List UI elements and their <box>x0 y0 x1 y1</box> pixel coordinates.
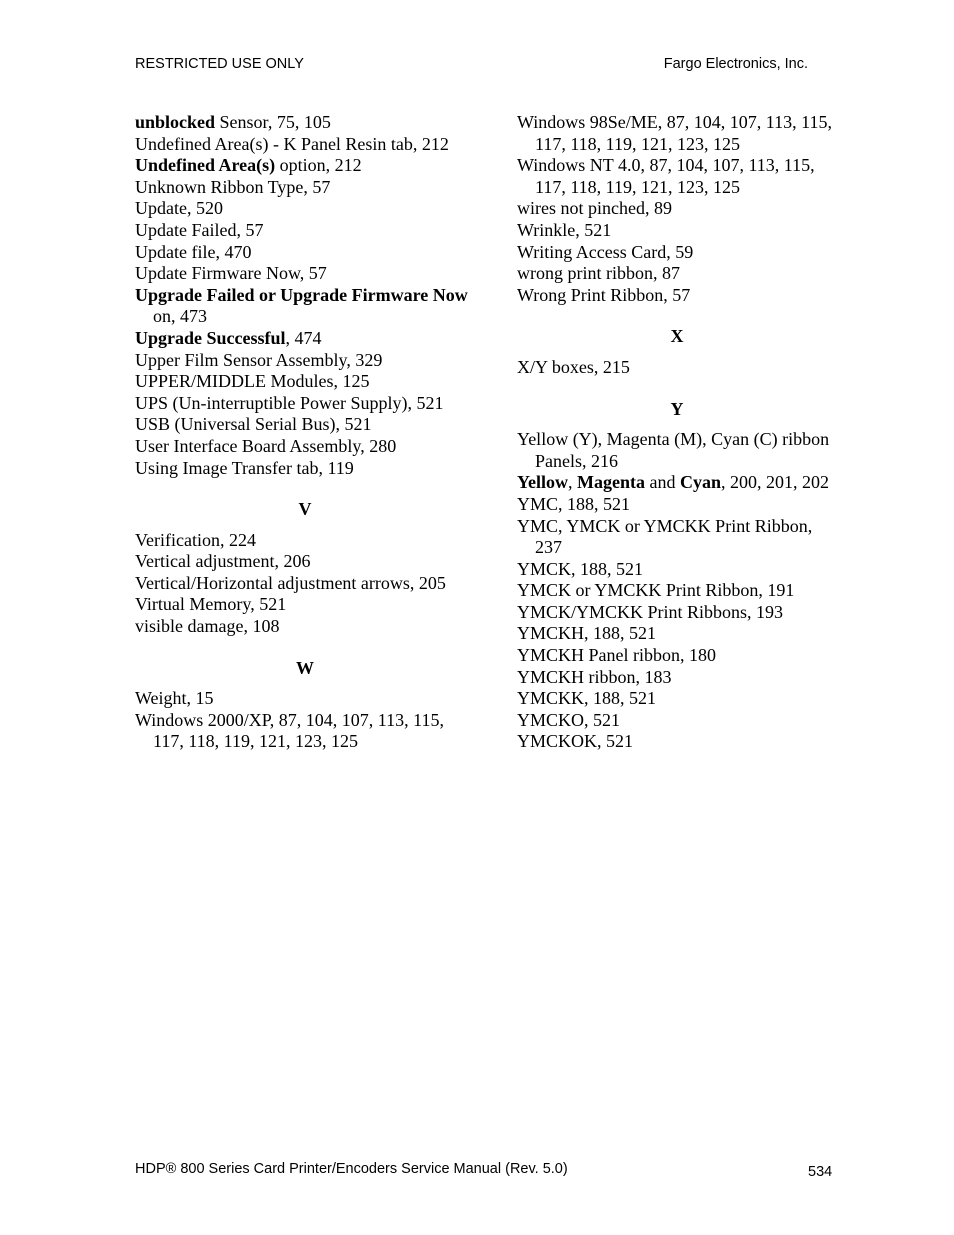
index-entry: YMCKH ribbon, 183 <box>517 666 672 687</box>
index-entry: Update Firmware Now, 57 <box>135 263 327 284</box>
index-entry: Windows 2000/XP, 87, 104, 107, 113, 115, 117, 118, 119, 121, 123, 125 <box>135 709 444 752</box>
index-section-x <box>517 357 837 379</box>
index-entry: visible damage, 108 <box>135 616 280 637</box>
header-restricted-notice: RESTRICTED USE ONLY <box>135 56 304 72</box>
index-letter-heading-x: X <box>670 326 684 347</box>
index-letter-heading-y: Y <box>670 398 684 419</box>
index-entry: Undefined Area(s) - K Panel Resin tab, 212 <box>135 133 449 154</box>
index-entry: YMC, YMCK or YMCKK Print Ribbon, 237 <box>517 515 813 558</box>
index-entry: unblocked Sensor, 75, 105 <box>135 112 331 132</box>
index-entry: YMCKH, 188, 521 <box>517 623 657 644</box>
index-entry: Windows 98Se/ME, 87, 104, 107, 113, 115, 117, 118, 119, 121, 123, 125 <box>517 112 832 154</box>
index-entry: Upgrade Successful, 474 <box>135 327 322 348</box>
index-entry: User Interface Board Assembly, 280 <box>135 435 397 456</box>
index-entry: Upper Film Sensor Assembly, 329 <box>135 349 383 370</box>
index-entry: USB (Universal Serial Bus), 521 <box>135 414 372 435</box>
index-entry: YMCK/YMCKK Print Ribbons, 193 <box>517 601 784 622</box>
index-entry: YMCK or YMCKK Print Ribbon, 191 <box>517 580 795 601</box>
index-section-u <box>135 112 475 479</box>
index-entry: Weight, 15 <box>135 688 214 709</box>
index-entry: Upgrade Failed or Upgrade Firmware Now on, 473 <box>135 284 468 327</box>
index-entry: Vertical/Horizontal adjustment arrows, 205 <box>135 572 446 593</box>
index-entry: wrong print ribbon, 87 <box>517 263 680 284</box>
index-entry: Yellow, Magenta and Cyan, 200, 201, 202 <box>517 472 829 493</box>
index-section-v <box>135 530 475 638</box>
index-entry: wires not pinched, 89 <box>517 198 672 219</box>
index-entry: Verification, 224 <box>135 529 256 550</box>
index-entry: Writing Access Card, 59 <box>517 241 694 262</box>
index-section-w <box>135 688 475 753</box>
index-column-right <box>517 112 837 753</box>
index-entry: X/Y boxes, 215 <box>517 356 630 377</box>
index-entry: UPS (Un-interruptible Power Supply), 521 <box>135 392 444 413</box>
index-entry: Yellow (Y), Magenta (M), Cyan (C) ribbon Panels, 216 <box>517 429 830 471</box>
index-entry: YMCKOK, 521 <box>517 731 634 752</box>
index-letter-heading-w: W <box>296 657 314 678</box>
index-entry: Update Failed, 57 <box>135 219 264 240</box>
index-entry: Wrinkle, 521 <box>517 219 612 240</box>
footer-manual-title: HDP® 800 Series Card Printer/Encoders Service Manual (Rev. 5.0) <box>135 1161 568 1177</box>
index-entry: Wrong Print Ribbon, 57 <box>517 284 691 305</box>
index-letter-heading-v: V <box>298 499 312 520</box>
index-entry: Virtual Memory, 521 <box>135 594 287 615</box>
index-entry: Unknown Ribbon Type, 57 <box>135 176 331 197</box>
index-section-w-continued <box>517 112 837 306</box>
index-column-left <box>135 112 475 753</box>
index-entry: YMCKK, 188, 521 <box>517 688 657 709</box>
index-entry: Update file, 470 <box>135 241 252 262</box>
index-entry: Vertical adjustment, 206 <box>135 551 311 572</box>
index-entry: YMCK, 188, 521 <box>517 558 644 579</box>
index-entry: YMC, 188, 521 <box>517 493 631 514</box>
index-entry: YMCKO, 521 <box>517 709 621 730</box>
index-entry: UPPER/MIDDLE Modules, 125 <box>135 371 370 392</box>
index-entry: Using Image Transfer tab, 119 <box>135 457 354 478</box>
index-entry: Undefined Area(s) option, 212 <box>135 155 362 176</box>
index-entry: Windows NT 4.0, 87, 104, 107, 113, 115, 117, 118, 119, 121, 123, 125 <box>517 155 815 197</box>
footer-page-number: 534 <box>808 1164 833 1180</box>
index-entry: YMCKH Panel ribbon, 180 <box>517 645 716 666</box>
index-entry: Update, 520 <box>135 198 223 219</box>
index-section-y <box>517 429 837 753</box>
header-company-name: Fargo Electronics, Inc. <box>663 56 808 72</box>
